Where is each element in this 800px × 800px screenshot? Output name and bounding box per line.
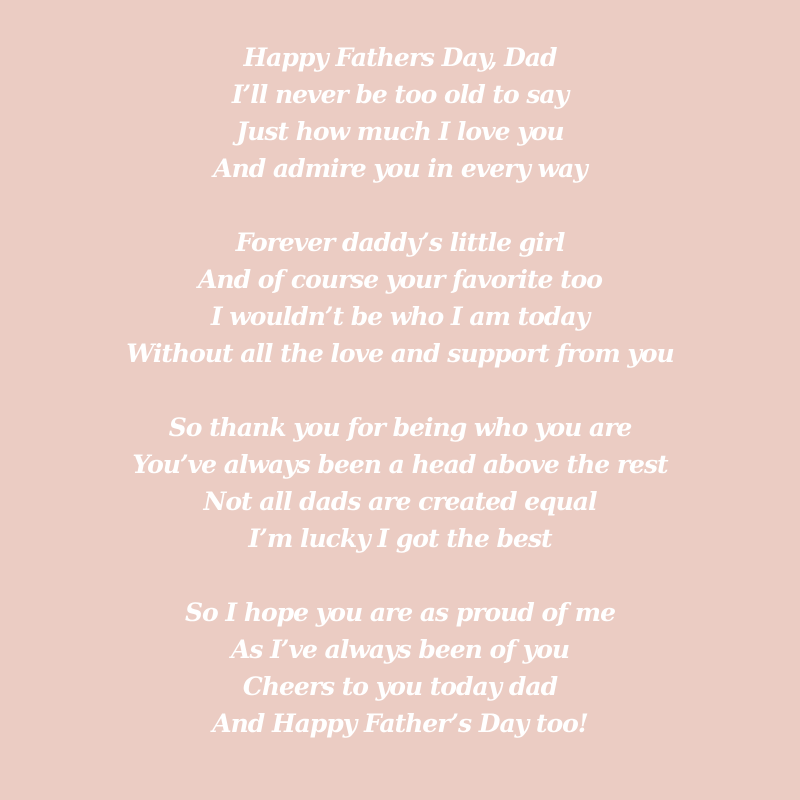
poem-line: As I’ve always been of you: [230, 635, 570, 664]
stanza-3: [0, 409, 800, 557]
poem: [0, 39, 800, 742]
poem-line: Cheers to you today dad: [242, 672, 558, 701]
poem-line: I’m lucky I got the best: [248, 524, 552, 553]
poem-line: Without all the love and support from you: [126, 339, 674, 368]
poem-line: You’ve always been a head above the rest: [132, 450, 668, 479]
poem-line: And of course your favorite too: [198, 265, 602, 294]
poem-line: And admire you in every way: [213, 154, 587, 183]
poem-line: Just how much I love you: [236, 117, 564, 146]
stanza-1: [0, 39, 800, 187]
stanza-2: [0, 224, 800, 372]
poem-line: Not all dads are created equal: [203, 487, 597, 516]
poem-line: I’ll never be too old to say: [231, 80, 569, 109]
poem-line: And Happy Father’s Day too!: [212, 709, 588, 738]
poem-line: So I hope you are as proud of me: [185, 598, 615, 627]
poem-line: I wouldn’t be who I am today: [210, 302, 590, 331]
poem-line: Happy Fathers Day, Dad: [243, 43, 557, 72]
stanza-4: [0, 594, 800, 742]
poem-line: So thank you for being who you are: [168, 413, 632, 442]
poem-line: Forever daddy’s little girl: [235, 228, 565, 257]
